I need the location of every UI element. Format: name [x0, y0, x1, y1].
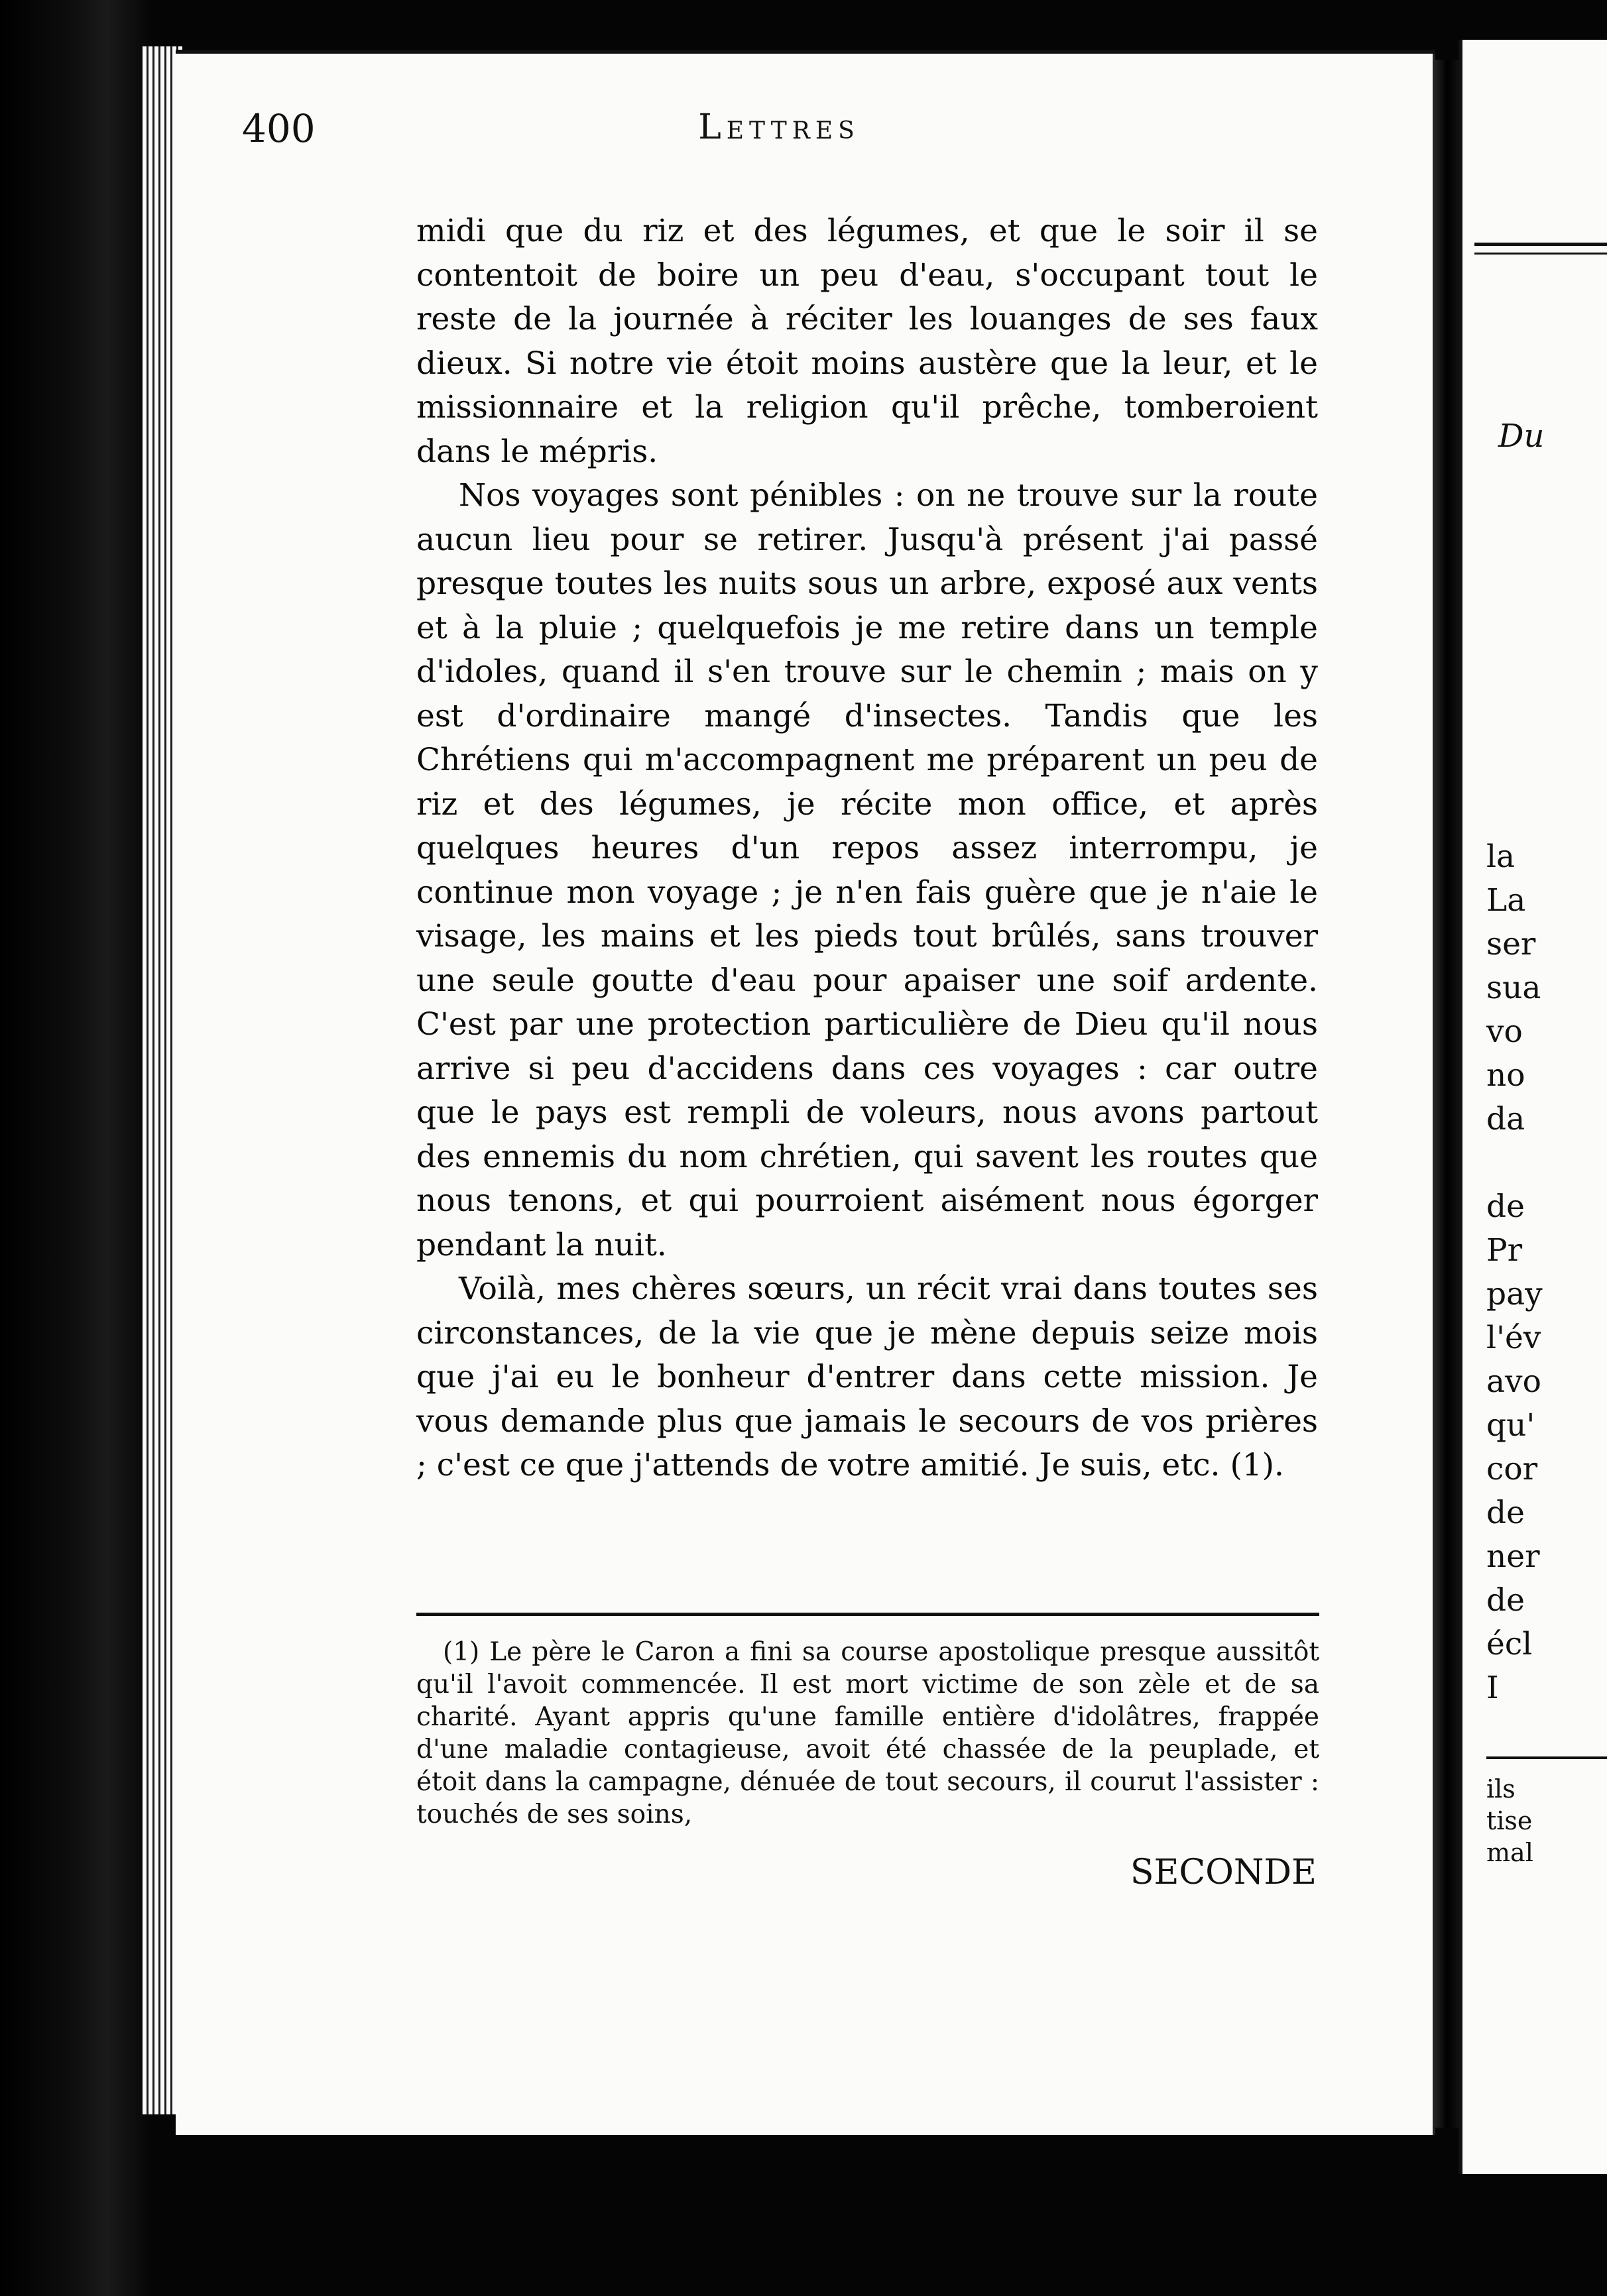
footnote: [416, 1636, 1319, 1831]
right-page-line: no: [1486, 1057, 1525, 1094]
right-page-line: de: [1486, 1495, 1525, 1531]
right-page-line: da: [1486, 1101, 1525, 1137]
right-page-line: ser: [1486, 926, 1536, 962]
paragraph-closing: Voilà, mes chères sœurs, un récit vrai dans toutes ses circonstances, de la vie que je mène depuis seize mois que j'ai eu le bonheur d'entrer dans cette mission. Je vous demande plus que jamais le secours de vos prières ; c'est ce que j'attends de votre amitié. Je suis, etc. (1).: [416, 1271, 1318, 1483]
paragraph-voyages: Nos voyages sont pénibles : on ne trouve sur la route aucun lieu pour se retirer. Jusqu'à présent j'ai passé presque toutes les nuits sous un arbre, exposé aux vents et à la pluie ; quelquefois je me retire dans un temple d'idoles, quand il s'en trouve sur le chemin ; mais on y est d'ordinaire mangé d'insectes. Tandis que les Chrétiens qui m'accompagnent me préparent un peu de riz et des légumes, je récite mon office, et après quelques heures d'un repos assez interrompu, je continue mon voyage ; je n'en fais guère que je n'aie le visage, les mains et les pieds tout brûlés, sans trouver une seule goutte d'eau pour apaiser une soif ardente. C'est par une protection particulière de Dieu qu'il nous arrive si peu d'accidens dans ces voyages : car outre que le pays est rempli de voleurs, nous avons partout des ennemis du nom chrétien, qui savent les routes que nous tenons, et qui pourroient aisément nous égorger pendant la nuit.: [416, 477, 1318, 1263]
right-page-line: pay: [1486, 1276, 1543, 1312]
right-page-lines: [1486, 835, 1607, 1710]
right-page-line: Pr: [1486, 1232, 1523, 1269]
right-page-footnote-line: ils: [1486, 1774, 1516, 1804]
right-page-footnote: [1486, 1773, 1607, 1868]
right-page-footnote-rule: [1486, 1756, 1607, 1759]
right-page-heading: Du: [1498, 418, 1545, 455]
right-page-line: vo: [1486, 1013, 1523, 1050]
right-page-fragment: [1458, 40, 1607, 2174]
right-page-line: I: [1486, 1670, 1499, 1706]
catchword: SECONDE: [1130, 1853, 1317, 1892]
right-page-rule: [1474, 243, 1607, 255]
body-text: [416, 209, 1318, 1488]
right-page-footnote-line: tise: [1486, 1806, 1533, 1835]
book-binding-shadow: [0, 0, 152, 2296]
right-page-footnote-line: mal: [1486, 1838, 1533, 1867]
running-title: Lettres: [698, 107, 860, 147]
right-page-line: l'év: [1486, 1320, 1541, 1356]
right-page-line: [1486, 1141, 1607, 1185]
right-page-line: de: [1486, 1188, 1525, 1225]
running-head: [242, 106, 1316, 179]
right-page-line: avo: [1486, 1363, 1541, 1400]
right-page-line: écl: [1486, 1626, 1533, 1662]
footnote-rule: [416, 1613, 1319, 1616]
right-page-line: ner: [1486, 1538, 1540, 1575]
page-number: 400: [242, 106, 316, 151]
right-page-line: de: [1486, 1582, 1525, 1619]
right-page-line: la: [1486, 838, 1516, 875]
right-page-line: La: [1486, 882, 1526, 919]
right-page-line: sua: [1486, 970, 1541, 1006]
paragraph-continuation: midi que du riz et des légumes, et que le soir il se contentoit de boire un peu d'eau, s'occupant tout le reste de la journée à réciter les louanges de ses faux dieux. Si notre vie étoit moins austère que la leur, et le missionnaire et la religion qu'il prêche, tomberoient dans le mépris.: [416, 213, 1318, 470]
right-page-line: qu': [1486, 1407, 1535, 1444]
right-page-line: cor: [1486, 1451, 1538, 1487]
book-gutter: [1435, 60, 1458, 2128]
footnote-text: (1) Le père le Caron a fini sa course apostolique presque aussitôt qu'il l'avoit commencée. Il est mort victime de son zèle et de sa charité. Ayant appris qu'une famille entière d'idolâtres, frappée d'une maladie contagieuse, avoit été chassée de la peuplade, et étoit dans la campagne, dénuée de tout secours, il courut l'assister : touchés de ses soins,: [416, 1637, 1319, 1829]
